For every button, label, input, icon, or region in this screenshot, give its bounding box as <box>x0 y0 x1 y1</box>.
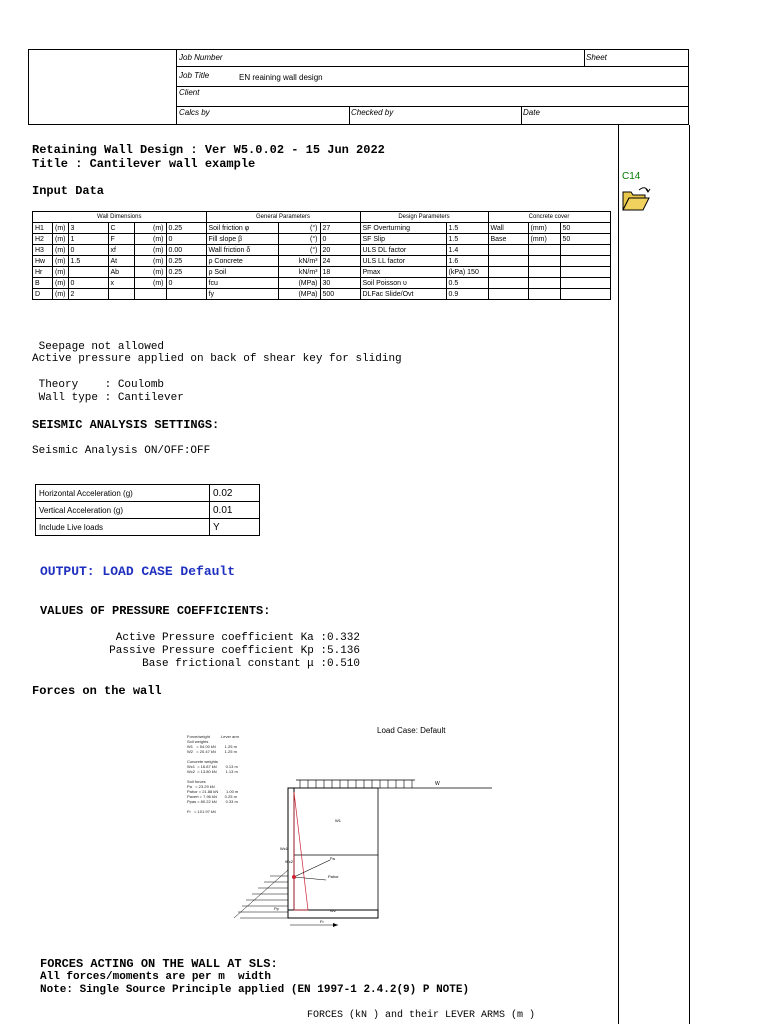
table-cell: 1.5 <box>446 223 488 234</box>
table-cell: ULS DL factor <box>360 245 446 256</box>
passive-pressure-hatch <box>234 870 288 918</box>
table-cell: xf <box>108 245 134 256</box>
margin-ref-label: C14 <box>622 171 641 182</box>
table-cell: 50 <box>560 234 610 245</box>
table-cell: (m) <box>53 278 69 289</box>
table-cell <box>488 256 528 267</box>
diagram-legend: Force/weight Lever arm Soil weights W1 = 54.00 kN 1.25 m W2 = 20.47 kN 1.25 m Concrete weights Wc1 = 16.87 kN 0.13 m Wc2 = 13.80 kN 1.13 m Soil forces Pa = 23.29 kN Pahor = 21.88 kN 1.00 m Pavert = 7.96 kN 0.25 m Ppas = 80.22 kN 0.33 m Fr = 101.97 kN <box>187 734 240 814</box>
seepage-note: Seepage not allowed <box>32 341 165 353</box>
sls-note-per-width: All forces/moments are per m width <box>40 971 272 983</box>
table-cell: 0.9 <box>446 289 488 300</box>
group-header-design-parameters: Design Parameters <box>360 212 488 223</box>
forces-table-title: FORCES (kN ) and their LEVER ARMS (m ) <box>307 1010 536 1021</box>
table-cell <box>488 267 528 278</box>
seismic-label: Horizontal Acceleration (g) <box>36 485 210 502</box>
table-cell: (m) <box>53 256 69 267</box>
fr-label: Fr <box>320 919 324 924</box>
wall-stem <box>288 788 294 910</box>
date-label: Date <box>523 108 540 117</box>
table-cell <box>488 278 528 289</box>
table-cell: (m) <box>53 234 69 245</box>
mu-line: Base frictional constant μ :0.510 <box>142 658 360 670</box>
seismic-value: 0.01 <box>210 502 260 519</box>
table-cell: (mm) <box>528 223 560 234</box>
active-pressure-diagram <box>294 792 308 910</box>
table-cell <box>108 289 134 300</box>
table-row <box>36 519 260 536</box>
table-cell <box>166 289 206 300</box>
table-cell <box>560 289 610 300</box>
seismic-heading: SEISMIC ANALYSIS SETTINGS: <box>32 418 220 432</box>
job-title-label: Job Title <box>179 71 210 80</box>
table-cell <box>488 289 528 300</box>
table-cell: Wall friction δ <box>206 245 278 256</box>
seismic-value: 0.02 <box>210 485 260 502</box>
table-cell: Pmax <box>360 267 446 278</box>
table-cell: DLFac Slide/Ovt <box>360 289 446 300</box>
w1-label: W1 <box>335 818 341 823</box>
input-data-table <box>32 211 611 300</box>
table-row <box>33 267 611 278</box>
surcharge-label: W <box>435 781 440 787</box>
table-cell: Wall <box>488 223 528 234</box>
table-cell: (m) <box>134 267 166 278</box>
sls-note-principle: Note: Single Source Principle applied (EN 1997-1 2.4.2(9) P NOTE) <box>40 984 470 996</box>
input-data-heading: Input Data <box>32 184 105 198</box>
table-cell: 1.5 <box>446 234 488 245</box>
table-cell: 3 <box>68 223 108 234</box>
theory-line: Theory : Coulomb <box>32 379 165 391</box>
table-cell <box>488 245 528 256</box>
diagram-title: Load Case: Default <box>377 726 446 735</box>
table-row <box>33 278 611 289</box>
coefficients-heading: VALUES OF PRESSURE COEFFICIENTS: <box>40 604 271 618</box>
table-cell: SF Slip <box>360 234 446 245</box>
table-cell: 0.5 <box>446 278 488 289</box>
table-cell: 18 <box>320 267 360 278</box>
table-cell: (m) <box>134 256 166 267</box>
table-cell: 30 <box>320 278 360 289</box>
sls-heading: FORCES ACTING ON THE WALL AT SLS: <box>40 957 278 971</box>
forces-heading: Forces on the wall <box>32 684 162 698</box>
table-cell <box>560 245 610 256</box>
table-cell: (m) <box>53 289 69 300</box>
table-cell: (°) <box>278 223 320 234</box>
table-cell <box>68 267 108 278</box>
active-pressure-note: Active pressure applied on back of shear key for sliding <box>32 353 402 365</box>
table-cell: 0.00 <box>166 245 206 256</box>
table-row <box>36 502 260 519</box>
table-cell: 0.25 <box>166 256 206 267</box>
table-cell: (°) <box>278 245 320 256</box>
table-cell: At <box>108 256 134 267</box>
table-cell: F <box>108 234 134 245</box>
job-title-value: EN reaining wall design <box>239 73 323 82</box>
wc2-label: Wc2 <box>285 859 293 864</box>
table-cell: fcu <box>206 278 278 289</box>
table-cell: Hw <box>33 256 53 267</box>
table-cell: H2 <box>33 234 53 245</box>
title-block <box>28 49 689 125</box>
table-cell: 0 <box>68 278 108 289</box>
table-cell <box>528 256 560 267</box>
open-folder-icon[interactable] <box>621 184 651 212</box>
table-cell: 20 <box>320 245 360 256</box>
table-cell: ρ Soil <box>206 267 278 278</box>
seismic-status: Seismic Analysis ON/OFF:OFF <box>32 445 211 457</box>
table-cell: 1.6 <box>446 256 488 267</box>
table-cell <box>560 278 610 289</box>
group-header-general-parameters: General Parameters <box>206 212 360 223</box>
table-cell: Soil Poisson υ <box>360 278 446 289</box>
table-cell: (m) <box>134 223 166 234</box>
program-title: Retaining Wall Design : Ver W5.0.02 - 15 Jun 2022 <box>32 143 385 157</box>
table-cell: (m) <box>134 234 166 245</box>
table-cell: Ab <box>108 267 134 278</box>
table-cell: (m) <box>53 245 69 256</box>
table-cell: 0 <box>166 278 206 289</box>
table-cell <box>528 289 560 300</box>
w2-label: W2 <box>330 908 336 913</box>
table-cell: B <box>33 278 53 289</box>
table-group-header-row <box>33 212 611 223</box>
seismic-label: Include Live loads <box>36 519 210 536</box>
table-cell: x <box>108 278 134 289</box>
table-cell: H1 <box>33 223 53 234</box>
group-header-wall-dimensions: Wall Dimensions <box>33 212 207 223</box>
table-row <box>33 256 611 267</box>
job-number-label: Job Number <box>179 53 223 62</box>
table-cell: (m) <box>134 245 166 256</box>
table-cell: 24 <box>320 256 360 267</box>
table-cell: H3 <box>33 245 53 256</box>
client-label: Client <box>179 88 200 97</box>
table-cell <box>560 267 610 278</box>
ka-line: Active Pressure coefficient Ka :0.332 <box>115 632 360 644</box>
table-cell: 0 <box>68 245 108 256</box>
wall-diagram <box>230 770 500 930</box>
right-border <box>689 125 690 1024</box>
table-cell: 0.25 <box>166 223 206 234</box>
table-cell: (MPa) <box>278 278 320 289</box>
table-cell: 0.25 <box>166 267 206 278</box>
table-cell: fy <box>206 289 278 300</box>
surcharge-arrows <box>300 780 412 788</box>
table-cell <box>528 267 560 278</box>
wall-type-line: Wall type : Cantilever <box>32 392 184 404</box>
table-cell: Hr <box>33 267 53 278</box>
pa-label: Pa <box>330 856 335 861</box>
table-cell: 1 <box>68 234 108 245</box>
table-cell: 2 <box>68 289 108 300</box>
table-cell: (kPa) 150 <box>446 267 488 278</box>
margin-divider <box>618 125 619 1024</box>
table-cell: (MPa) <box>278 289 320 300</box>
pahor-label: Pahor <box>328 874 339 879</box>
wc1-label: Wc1 <box>280 846 288 851</box>
table-cell <box>528 245 560 256</box>
table-cell: (m) <box>53 267 69 278</box>
table-cell: ρ Concrete <box>206 256 278 267</box>
calcs-by-label: Calcs by <box>179 108 210 117</box>
table-cell: SF Overturning <box>360 223 446 234</box>
kp-line: Passive Pressure coefficient Kp :5.136 <box>109 645 360 657</box>
table-cell: kN/m³ <box>278 256 320 267</box>
table-cell: 1.4 <box>446 245 488 256</box>
sheet-label: Sheet <box>586 53 607 62</box>
table-cell: 500 <box>320 289 360 300</box>
table-cell: 0 <box>166 234 206 245</box>
table-cell: ULS LL factor <box>360 256 446 267</box>
table-cell: 27 <box>320 223 360 234</box>
table-cell <box>560 256 610 267</box>
output-heading: OUTPUT: LOAD CASE Default <box>40 564 236 579</box>
table-cell: (m) <box>53 223 69 234</box>
checked-by-label: Checked by <box>351 108 394 117</box>
pp-label: Pp <box>274 906 279 911</box>
table-cell <box>528 278 560 289</box>
table-cell <box>134 289 166 300</box>
table-row <box>33 289 611 300</box>
table-row <box>33 245 611 256</box>
table-cell: 0 <box>320 234 360 245</box>
seismic-label: Vertical Acceleration (g) <box>36 502 210 519</box>
seismic-table <box>35 484 260 536</box>
table-cell: Soil friction φ <box>206 223 278 234</box>
table-row <box>33 223 611 234</box>
calc-title: Title : Cantilever wall example <box>32 157 256 171</box>
table-cell: (m) <box>134 278 166 289</box>
table-cell: Fill slope β <box>206 234 278 245</box>
table-cell: 1.5 <box>68 256 108 267</box>
table-cell: D <box>33 289 53 300</box>
table-cell: kN/m³ <box>278 267 320 278</box>
table-cell: Base <box>488 234 528 245</box>
seismic-value: Y <box>210 519 260 536</box>
table-row <box>36 485 260 502</box>
table-cell: C <box>108 223 134 234</box>
group-header-concrete-cover: Concrete cover <box>488 212 610 223</box>
table-cell: (mm) <box>528 234 560 245</box>
table-cell: (°) <box>278 234 320 245</box>
table-cell: 50 <box>560 223 610 234</box>
table-row <box>33 234 611 245</box>
